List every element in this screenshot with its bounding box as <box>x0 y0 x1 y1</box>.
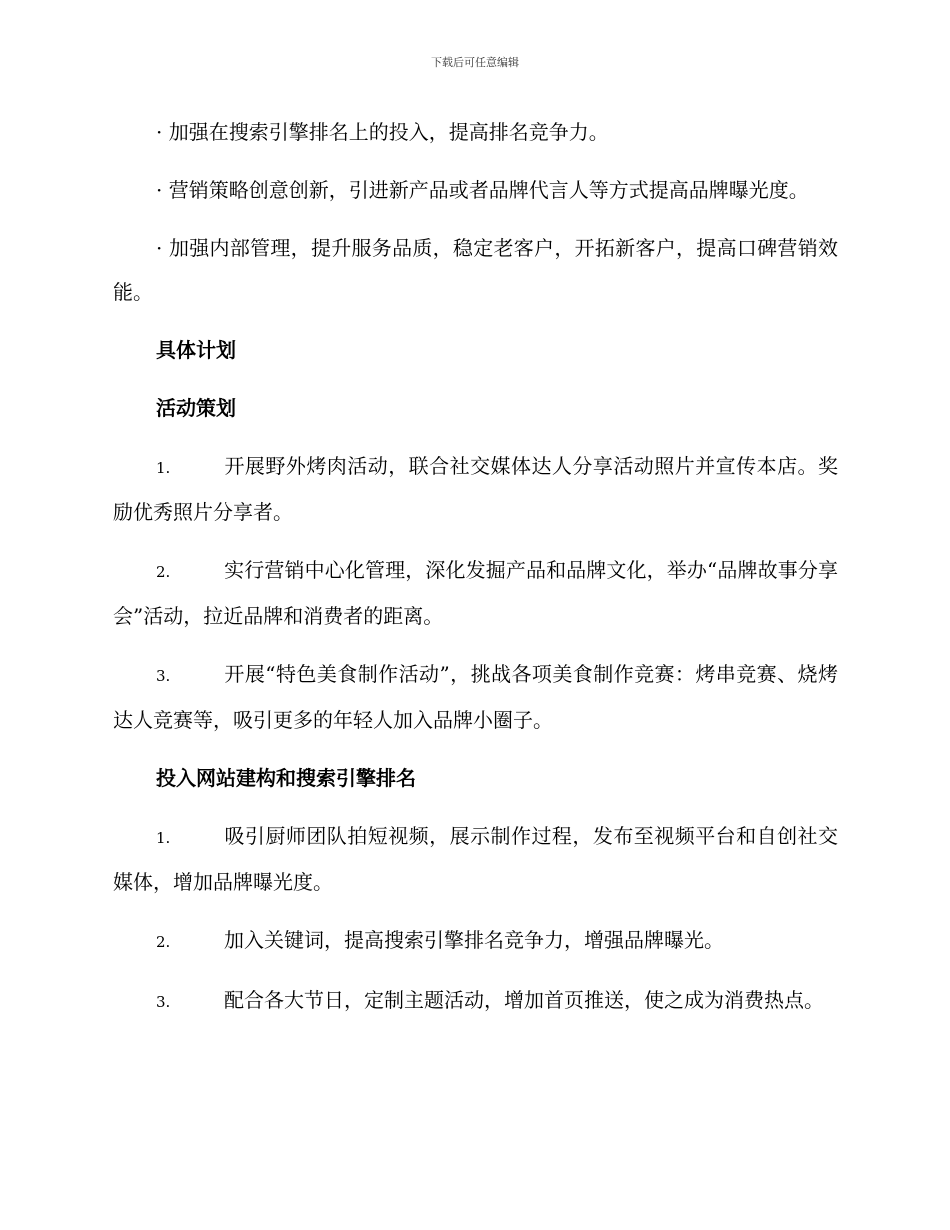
list-item <box>113 548 838 638</box>
page-header: 下载后可任意编辑 <box>431 56 519 69</box>
list-item-text: 开展“特色美食制作活动”，挑战各项美食制作竞赛：烤串竞赛、烧烤达人竞赛等，吸引更多的年轻人加入品牌小圈子。 <box>113 662 838 732</box>
document-body <box>113 110 838 1038</box>
bullet-paragraph: · 加强在搜索引擎排名上的投入，提高排名竞争力。 <box>156 120 609 144</box>
section-heading-plan: 具体计划 <box>156 338 236 362</box>
list-item-text: 配合各大节日，定制主题活动，增加首页推送，使之成为消费热点。 <box>224 988 824 1012</box>
list-item-number: 2. <box>156 933 171 951</box>
list-item-text: 加入关键词，提高搜索引擎排名竞争力，增强品牌曝光。 <box>224 928 724 952</box>
list-item <box>113 978 838 1024</box>
list-item-number: 1. <box>156 459 171 477</box>
list-item <box>113 918 838 964</box>
bullet-paragraph: · 加强内部管理，提升服务品质，稳定老客户，开拓新客户，提高口碑营销效能。 <box>113 236 838 304</box>
list-item <box>113 652 838 742</box>
list-item <box>113 444 838 534</box>
list-item-number: 3. <box>156 993 171 1011</box>
bullet-paragraph: · 营销策略创意创新，引进新产品或者品牌代言人等方式提高品牌曝光度。 <box>156 178 809 202</box>
subsection-heading-seo: 投入网站建构和搜索引擎排名 <box>156 766 416 790</box>
list-item-number: 2. <box>156 563 171 581</box>
list-item-text: 吸引厨师团队拍短视频，展示制作过程，发布至视频平台和自创社交媒体，增加品牌曝光度。 <box>113 824 838 894</box>
list-item-number: 3. <box>156 667 171 685</box>
list-item-text: 开展野外烤肉活动，联合社交媒体达人分享活动照片并宣传本店。奖励优秀照片分享者。 <box>113 454 838 524</box>
list-item <box>113 814 838 904</box>
list-item-number: 1. <box>156 829 171 847</box>
list-item-text: 实行营销中心化管理，深化发掘产品和品牌文化，举办“品牌故事分享会”活动，拉近品牌和消费者的距离。 <box>113 558 838 628</box>
subsection-heading-activity: 活动策划 <box>156 396 236 420</box>
